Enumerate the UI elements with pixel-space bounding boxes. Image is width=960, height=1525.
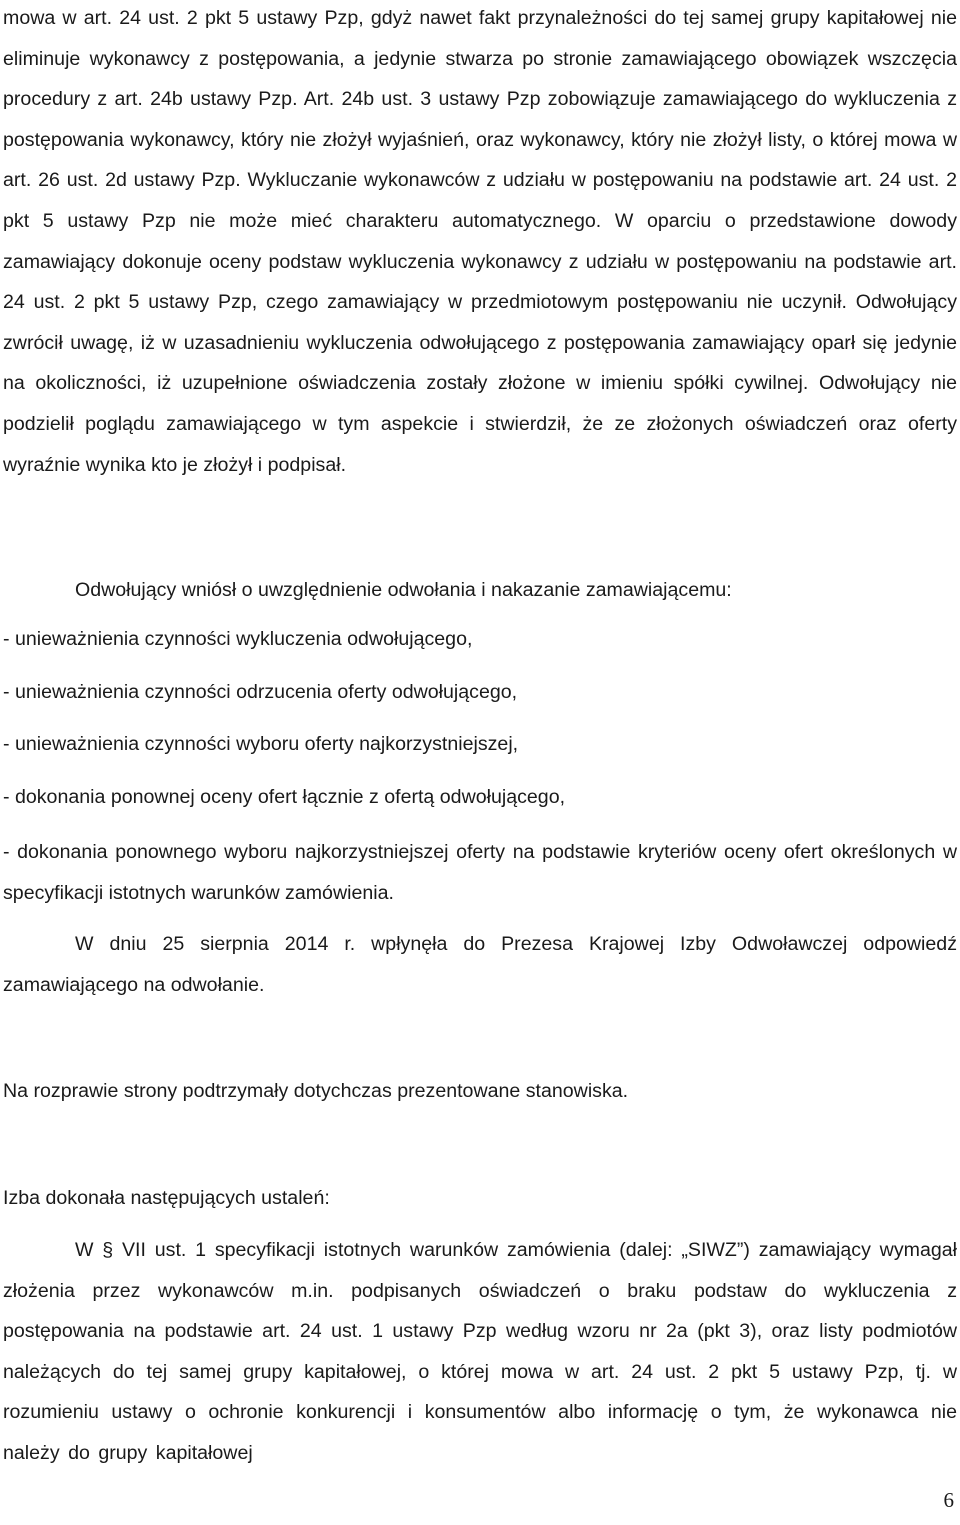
paragraph-response-note: W dniu 25 sierpnia 2014 r. wpłynęła do Prezesa Krajowej Izby Odwoławczej odpowiedź zamawiającego na odwołanie. [3, 933, 957, 996]
request-item-1: - unieważnienia czynności wykluczenia odwołującego, [3, 628, 473, 650]
page-number: 6 [943, 1488, 954, 1512]
paragraph-hearing-note: Na rozprawie strony podtrzymały dotychczas prezentowane stanowiska. [3, 1080, 629, 1102]
paragraph-findings-intro: Izba dokonała następujących ustaleń: [3, 1187, 330, 1209]
request-item-3: - unieważnienia czynności wyboru oferty najkorzystniejszej, [3, 733, 519, 755]
paragraph-argument: mowa w art. 24 ust. 2 pkt 5 ustawy Pzp, gdyż nawet fakt przynależności do tej samej grupy kapitałowej nie eliminuje wykonawcy z postępowania, a jedynie stwarza po stronie zamawiającego obowiązek wszczęcia procedury z art. 24b ustawy Pzp. Art. 24b ust. 3 ustawy Pzp zobowiązuje zamawiającego do wykluczenia z postępowania wykonawcy, który nie złożył wyjaśnień, oraz wykonawcy, który nie złożył listy, o której mowa w art. 26 ust. 2d ustawy Pzp. Wykluczanie wykonawców z udziału w postępowaniu na podstawie art. 24 ust. 2 pkt 5 ustawy Pzp nie może mieć charakteru automatycznego. W oparciu o przedstawione dowody zamawiający dokonuje oceny podstaw wykluczenia wykonawcy z udziału w postępowaniu na podstawie art. 24 ust. 2 pkt 5 ustawy Pzp, czego zamawiający w przedmiotowym postępowaniu nie uczynił. Odwołujący zwrócił uwagę, iż w uzasadnieniu wykluczenia odwołującego z postępowania zamawiający oparł się jedynie na okoliczności, iż uzupełnione oświadczenia zostały złożone w imieniu spółki cywilnej. Odwołujący nie podzielił poglądu zamawiającego w tym aspekcie i stwierdził, że ze złożonych oświadczeń oraz oferty wyraźnie wynika kto je złożył i podpisał. [3, 7, 957, 476]
paragraph-requests-intro: Odwołujący wniósł o uwzględnienie odwołania i nakazanie zamawiającemu: [75, 579, 732, 601]
request-item-2: - unieważnienia czynności odrzucenia oferty odwołującego, [3, 681, 518, 703]
paragraph-findings: W § VII ust. 1 specyfikacji istotnych warunków zamówienia (dalej: „SIWZ”) zamawiający wymagał złożenia przez wykonawców m.in. podpisanych oświadczeń o braku podstaw do wykluczenia z postępowania na podstawie art. 24 ust. 1 ustawy Pzp według wzoru nr 2a (pkt 3), oraz listy podmiotów należących do tej samej grupy kapitałowej, o której mowa w art. 24 ust. 2 pkt 5 ustawy Pzp, tj. w rozumieniu ustawy o ochronie konkurencji i konsumentów albo informację o tym, że wykonawca nie należy do grupy kapitałowej [3, 1239, 957, 1464]
request-item-4: - dokonania ponownej oceny ofert łącznie z ofertą odwołującego, [3, 786, 566, 808]
request-item-5: - dokonania ponownego wyboru najkorzystniejszej oferty na podstawie kryteriów oceny ofert określonych w specyfikacji istotnych warunków zamówienia. [3, 841, 957, 904]
